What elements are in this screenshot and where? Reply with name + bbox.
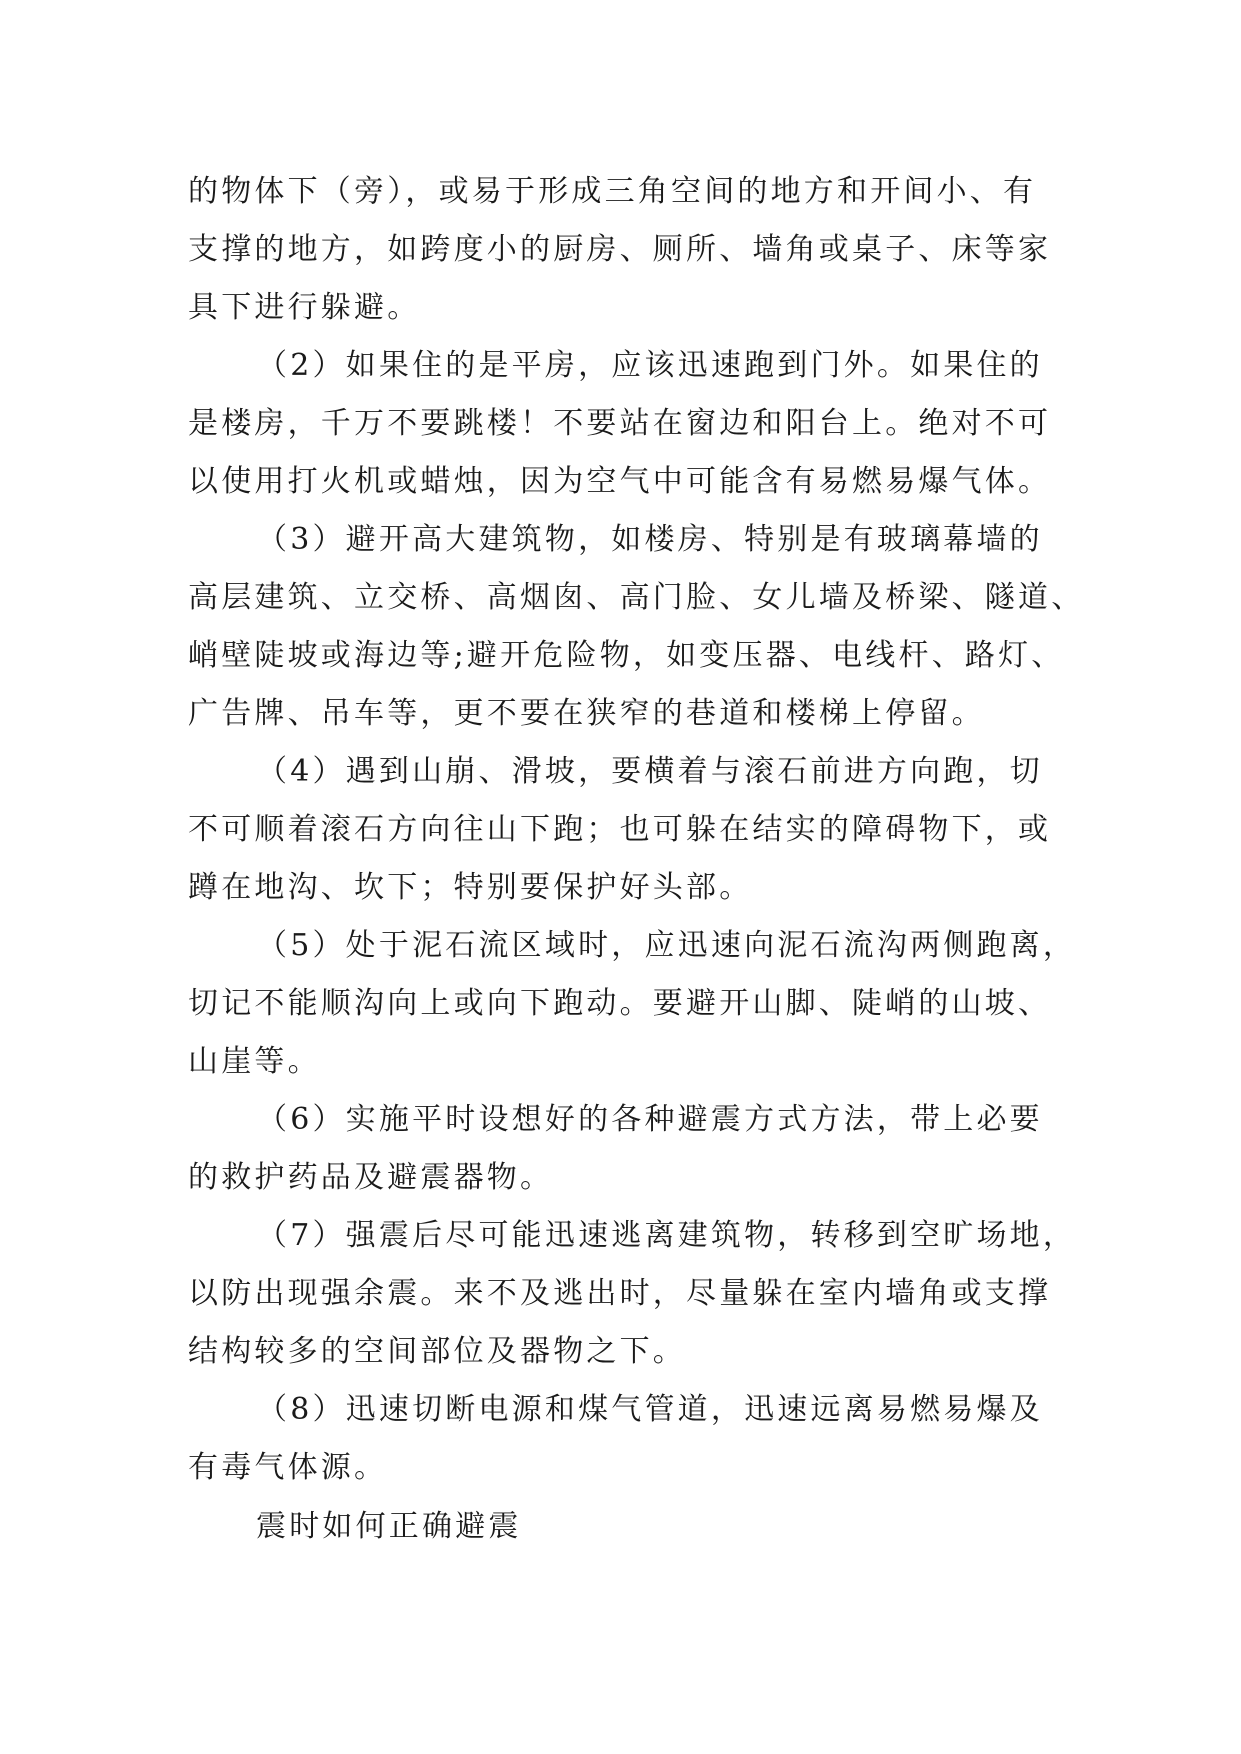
text-line: 支撑的地方，如跨度小的厨房、厕所、墙角或桌子、床等家 [188,232,1052,267]
paragraph-8-first-line: （8）迅速切断电源和煤气管道，迅速远离易燃易爆及 [257,1392,1043,1427]
paragraph-5-first-line: （5）处于泥石流区域时，应迅速向泥石流沟两侧跑离， [257,928,1077,963]
paragraph-2-first-line: （2）如果住的是平房，应该迅速跑到门外。如果住的 [257,348,1043,383]
text-line: 不可顺着滚石方向往山下跑；也可躲在结实的障碍物下，或 [188,812,1052,847]
text-line: 的救护药品及避震器物。 [188,1160,554,1195]
body-text [188,163,1085,1497]
paragraph-4-first-line: （4）遇到山崩、滑坡，要横着与滚石前进方向跑，切 [257,754,1043,789]
paragraph-6-first-line: （6）实施平时设想好的各种避震方式方法，带上必要 [257,1102,1043,1137]
text-line: 以使用打火机或蜡烛，因为空气中可能含有易燃易爆气体。 [188,464,1052,499]
text-line: 有毒气体源。 [188,1450,388,1485]
text-line: 切记不能顺沟向上或向下跑动。要避开山脚、陡峭的山坡、 [188,986,1052,1021]
text-line: 具下进行躲避。 [188,290,421,325]
paragraph-7-first-line: （7）强震后尽可能迅速逃离建筑物，转移到空旷场地， [257,1218,1077,1253]
text-line: 广告牌、吊车等，更不要在狭窄的巷道和楼梯上停留。 [188,696,985,731]
text-line: 是楼房，千万不要跳楼！不要站在窗边和阳台上。绝对不可 [188,406,1052,441]
text-line: 以防出现强余震。来不及逃出时，尽量躲在室内墙角或支撑 [188,1276,1052,1311]
paragraph-3-first-line: （3）避开高大建筑物，如楼房、特别是有玻璃幕墙的 [257,522,1043,557]
text-line: 结构较多的空间部位及器物之下。 [188,1334,686,1369]
text-line: 山崖等。 [188,1044,321,1079]
section-heading: 震时如何正确避震 [256,1509,522,1544]
text-line: 高层建筑、立交桥、高烟囱、高门脸、女儿墙及桥梁、隧道、 [188,580,1085,615]
text-line: 的物体下（旁），或易于形成三角空间的地方和开间小、有 [188,174,1037,209]
text-line: 蹲在地沟、坎下；特别要保护好头部。 [188,870,753,905]
text-line: 峭壁陡坡或海边等;避开危险物，如变压器、电线杆、路灯、 [188,638,1065,673]
